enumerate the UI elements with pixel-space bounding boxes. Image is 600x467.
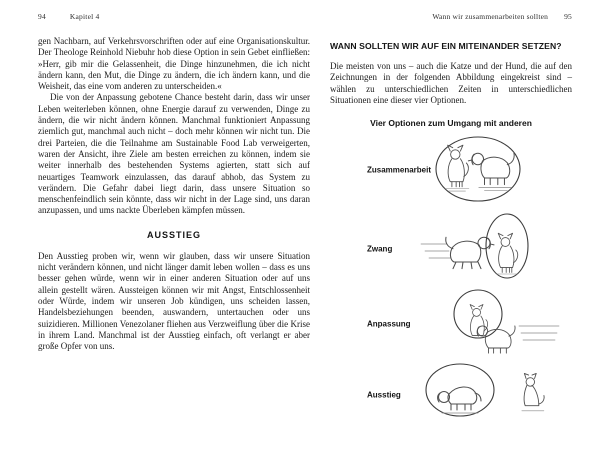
option-label-anpassung: Anpassung xyxy=(367,319,411,329)
option-row-zwang xyxy=(330,210,572,288)
paragraph-vier-optionen: Die meisten von uns – auch die Katze und der Hund, die auf den Zeichnungen in der folgenden Abbildung eingekreist sind – wählen zu unterschiedlichen Zeiten in unterschiedlichen Situationen eine dieser vier Optionen. xyxy=(330,61,572,105)
circle-annotation xyxy=(426,364,494,416)
right-chapter-title: Wann wir zusammenarbeiten sollten xyxy=(432,12,549,21)
cat-and-dog-circled-together-icon xyxy=(430,130,570,210)
option-label-zusammenarbeit: Zusammenarbeit xyxy=(367,165,432,175)
right-page-number: 95 xyxy=(564,12,572,21)
figure-title: Vier Optionen zum Umgang mit anderen xyxy=(370,118,532,129)
right-page xyxy=(330,12,572,430)
left-chapter-title: Kapitel 4 xyxy=(69,12,100,21)
circled-dog-walking-away-from-cat-icon xyxy=(405,360,585,424)
left-running-head xyxy=(38,12,310,21)
cat-figure xyxy=(445,145,469,191)
circle-annotation xyxy=(454,290,502,338)
option-row-ausstieg xyxy=(330,360,572,430)
option-row-zusammenarbeit xyxy=(330,130,572,210)
paragraph-niebuhr: gen Nachbarn, auf Verkehrsvorschriften oder auf eine Organisationskultur. Der Theologe Reinhold Niebuhr hob diese Option in sein Gebet einfließen: »Herr, gib mir die Gelassenheit, die Dinge hinzunehmen, die ich nicht ändern kann, den Mut, die Dinge zu ändern, die ich ändern kann, und die Weisheit, das eine vom anderen zu unterscheiden.« xyxy=(38,36,310,92)
circled-cat-adapting-to-dog-icon xyxy=(425,288,565,358)
paragraph-ausstieg: Den Ausstieg proben wir, wenn wir glauben, dass wir unsere Situation nicht verändern können, und nicht länger damit leben wollen – dass es uns besser gehen würde, wenn wir in einer anderen Situation oder auf uns allein gestellt wären. Aussteigen können wir mit Angst, Entschlossenheit oder Würde, indem wir unseren Job kündigen, uns scheiden lassen, Handelsbeziehungen beenden, auswandern, untertauchen oder uns suizidieren. Millionen Venezolaner fliehen aus Verzweiflung über die Krise in ihrem Land. Manchmal ist der Ausstieg einfach, oft verlangt er aber große Opfer von uns. xyxy=(38,250,310,352)
paragraph-anpassung: Die von der Anpassung gebotene Chance besteht darin, dass wir unser Leben weiterleben können, ohne Energie darauf zu verwenden, Dinge zu ändern, die wir nicht ändern können. Manchmal funktioniert Anpassung ziemlich gut, manchmal auch nicht – doch mehr können wir nicht tun. Die drei Parteien, die die Teilnahme am Sustainable Food Lab verweigerten, waren der Ansicht, ihre Ziele am besten erreichen zu können, indem sie weiter innerhalb des bestehenden Systems agierten, statt sich auf neuartiges Teamwork einzulassen, das darauf abhob, das System zu verändern. Die Gefahr dabei liegt darin, dass unsere Situation so menschenfeindlich sein könnte, dass wir nicht in der Lage sind, uns daran anzupassen, und ums nackte Überleben kämpfen müssen. xyxy=(38,92,310,216)
section-heading-ausstieg: AUSSTIEG xyxy=(146,229,201,240)
right-running-head xyxy=(330,12,572,21)
section-heading-miteinander: WANN SOLLTEN WIR AUF EIN MITEINANDER SETZEN? xyxy=(330,41,562,51)
motion-lines xyxy=(421,244,451,258)
left-page-number: 94 xyxy=(38,12,46,21)
option-row-anpassung xyxy=(330,288,572,360)
cat-figure xyxy=(522,374,544,411)
four-options-figure xyxy=(330,130,572,430)
option-label-zwang: Zwang xyxy=(367,244,393,254)
cat-figure xyxy=(497,233,518,274)
cat-figure xyxy=(470,305,488,336)
option-label-ausstieg: Ausstieg xyxy=(367,390,401,400)
dog-figure xyxy=(438,387,481,413)
motion-lines xyxy=(519,326,559,340)
dog-chasing-circled-cat-icon xyxy=(415,210,575,286)
left-page xyxy=(38,12,310,352)
dog-figure xyxy=(468,153,514,190)
